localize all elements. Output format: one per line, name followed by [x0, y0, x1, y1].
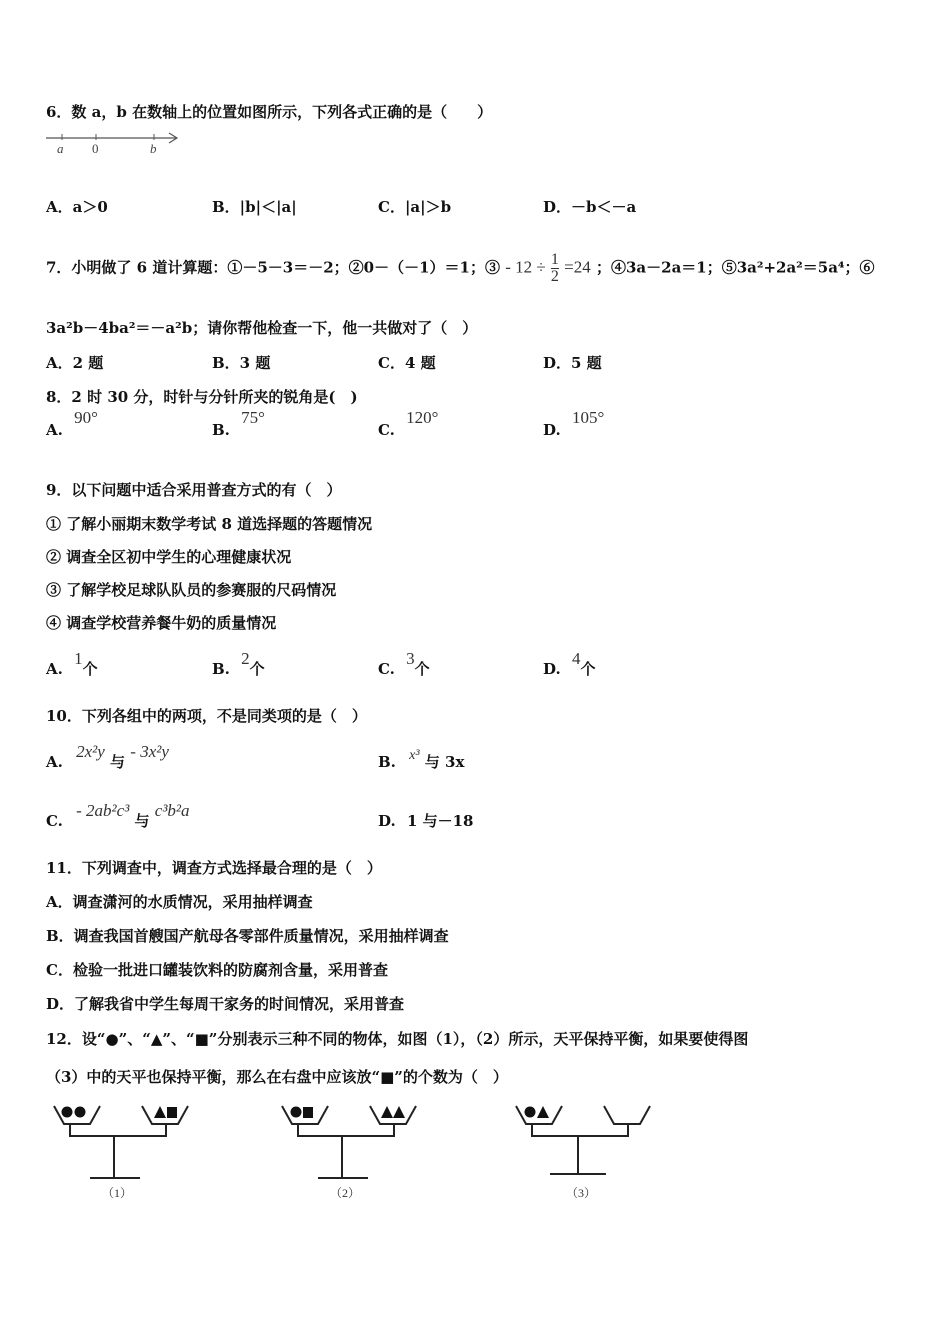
q10-option-d-label: D. [378, 812, 396, 830]
number-line-figure [44, 128, 184, 156]
q8-stem: 8．2 时 30 分，时针与分针所夹的锐角是( ) [46, 388, 358, 406]
q9-item-2: ② 调查全区初中学生的心理健康状况 [46, 548, 292, 566]
q9-option-c [378, 649, 430, 679]
q6-stem: 6．数 a，b 在数轴上的位置如图所示，下列各式正确的是（ ） [46, 103, 493, 121]
q9-option-a [46, 649, 98, 679]
q10-option-c-mid: 与 [134, 812, 150, 830]
q9-item-1: ① 了解小丽期末数学考试 8 道选择题的答题情况 [46, 515, 373, 533]
triangle-icon [537, 1106, 549, 1118]
q10-option-c-left: - 2ab²c³ [76, 801, 130, 820]
q11-option-a: A．调查潇河的水质情况，采用抽样调查 [46, 893, 313, 911]
q9-option-b-label: B. [212, 660, 230, 678]
triangle-icon [381, 1106, 393, 1118]
q7-option-c: C．4 题 [378, 354, 436, 372]
q7-stem-line1 [46, 252, 874, 285]
q8-option-c-value: 120° [406, 408, 439, 427]
q12-stem-b: （3）中的天平也保持平衡，那么在右盘中应该放“■”的个数为（ ） [46, 1068, 508, 1086]
q7-option-a: A．2 题 [46, 354, 104, 372]
q8-option-a [46, 408, 98, 440]
q7-stem-b: ；④3a－2a＝1；⑤3a²+2a²＝5a⁴；⑥ [595, 258, 875, 277]
q11-option-b: B．调查我国首艘国产航母各零部件质量情况，采用抽样调查 [46, 927, 449, 945]
circle-icon [291, 1107, 302, 1118]
q9-option-b-unit: 个 [249, 660, 265, 678]
q9-option-d [543, 649, 596, 679]
q10-option-d [378, 810, 473, 831]
square-icon [167, 1107, 177, 1118]
q9-option-d-label: D. [543, 660, 561, 678]
q10-option-d-text: 1 与－18 [406, 812, 474, 830]
q9-option-b-num: 2 [241, 649, 250, 668]
balance-figure-3 [512, 1100, 662, 1205]
q9-option-d-num: 4 [571, 649, 581, 668]
q11-option-c: C．检验一批进口罐装饮料的防腐剂含量，采用普查 [46, 961, 388, 979]
q7-stem-a: 7．小明做了 6 道计算题：①－5－3＝－2；②0－（－1）＝1；③ [46, 258, 500, 277]
circle-icon [525, 1107, 536, 1118]
q6-option-b: B．|b|＜|a| [212, 198, 297, 216]
caption-3: （3） [566, 1186, 597, 1200]
q9-stem: 9．以下问题中适合采用普查方式的有（ ） [46, 481, 342, 499]
q9-item-4: ④ 调查学校营养餐牛奶的质量情况 [46, 614, 277, 632]
q8-option-b-value: 75° [241, 408, 265, 427]
q7-option-b: B．3 题 [212, 354, 271, 372]
q10-option-a [46, 742, 169, 772]
square-icon [303, 1107, 313, 1118]
q7-stem-c: 3a²b－4ba²＝－a²b；请你帮他检查一下，他一共做对了（ ） [46, 319, 478, 337]
q10-option-a-right: - 3x²y [130, 742, 169, 761]
q7-frac-num: 1 [550, 251, 559, 268]
q7-expr-left: - 12 ÷ [505, 257, 546, 277]
q7-option-d: D．5 题 [543, 354, 602, 372]
axis-label-zero: 0 [92, 141, 99, 156]
q10-option-c-right: c³b²a [154, 801, 190, 820]
q10-option-a-label: A. [46, 753, 63, 771]
q8-option-c [378, 408, 439, 440]
q9-option-a-label: A. [46, 660, 63, 678]
q10-option-a-left: 2x²y [76, 742, 105, 761]
q9-option-d-unit: 个 [580, 660, 596, 678]
q8-option-b [212, 408, 265, 440]
q10-option-a-mid: 与 [110, 753, 126, 771]
q9-option-c-unit: 个 [414, 660, 430, 678]
balance-figure-2 [278, 1100, 428, 1205]
q9-item-3: ③ 了解学校足球队队员的参赛服的尺码情况 [46, 581, 337, 599]
q9-option-a-unit: 个 [82, 660, 98, 678]
q9-option-c-num: 3 [406, 649, 415, 668]
circle-icon [75, 1107, 86, 1118]
triangle-icon [154, 1106, 166, 1118]
q8-option-d-value: 105° [571, 408, 605, 427]
q12-stem-a: 12．设“●”、“▲”、“■”分别表示三种不同的物体，如图（1），（2）所示，天平保持平衡，如果要使得图 [46, 1030, 749, 1048]
q6-option-a: A．a＞0 [46, 198, 108, 216]
balance-figure-1 [50, 1100, 200, 1205]
axis-label-b: b [150, 141, 157, 156]
q6-option-c: C．|a|＞b [378, 198, 452, 216]
q10-option-b-left: x³ [409, 748, 420, 763]
caption-1: （1） [102, 1186, 133, 1200]
q7-fraction [551, 252, 559, 285]
q9-option-c-label: C. [378, 660, 395, 678]
q8-option-c-label: C. [378, 421, 395, 439]
q7-frac-den: 2 [550, 268, 559, 285]
q11-option-d: D．了解我省中学生每周干家务的时间情况，采用普查 [46, 995, 405, 1013]
axis-label-a: a [57, 141, 64, 156]
q11-stem: 11．下列调查中，调查方式选择最合理的是（ ） [46, 859, 382, 877]
q10-option-c-label: C. [46, 812, 63, 830]
q10-stem: 10．下列各组中的两项，不是同类项的是（ ） [46, 707, 367, 725]
caption-2: （2） [330, 1186, 361, 1200]
q9-option-a-num: 1 [74, 649, 83, 668]
q10-option-b-right: 与 3x [424, 753, 465, 771]
q8-option-a-label: A. [46, 421, 63, 439]
q8-option-a-value: 90° [74, 408, 98, 427]
q10-option-b-label: B. [378, 753, 396, 771]
q8-option-b-label: B. [212, 421, 230, 439]
q6-option-d: D．－b＜－a [543, 198, 637, 216]
triangle-icon [393, 1106, 405, 1118]
q10-option-c [46, 801, 190, 831]
q7-expr-right: =24 [564, 257, 591, 277]
circle-icon [62, 1107, 73, 1118]
q9-option-b [212, 649, 265, 679]
q8-option-d-label: D. [543, 421, 561, 439]
q8-option-d [543, 408, 605, 440]
q10-option-b [378, 748, 465, 772]
